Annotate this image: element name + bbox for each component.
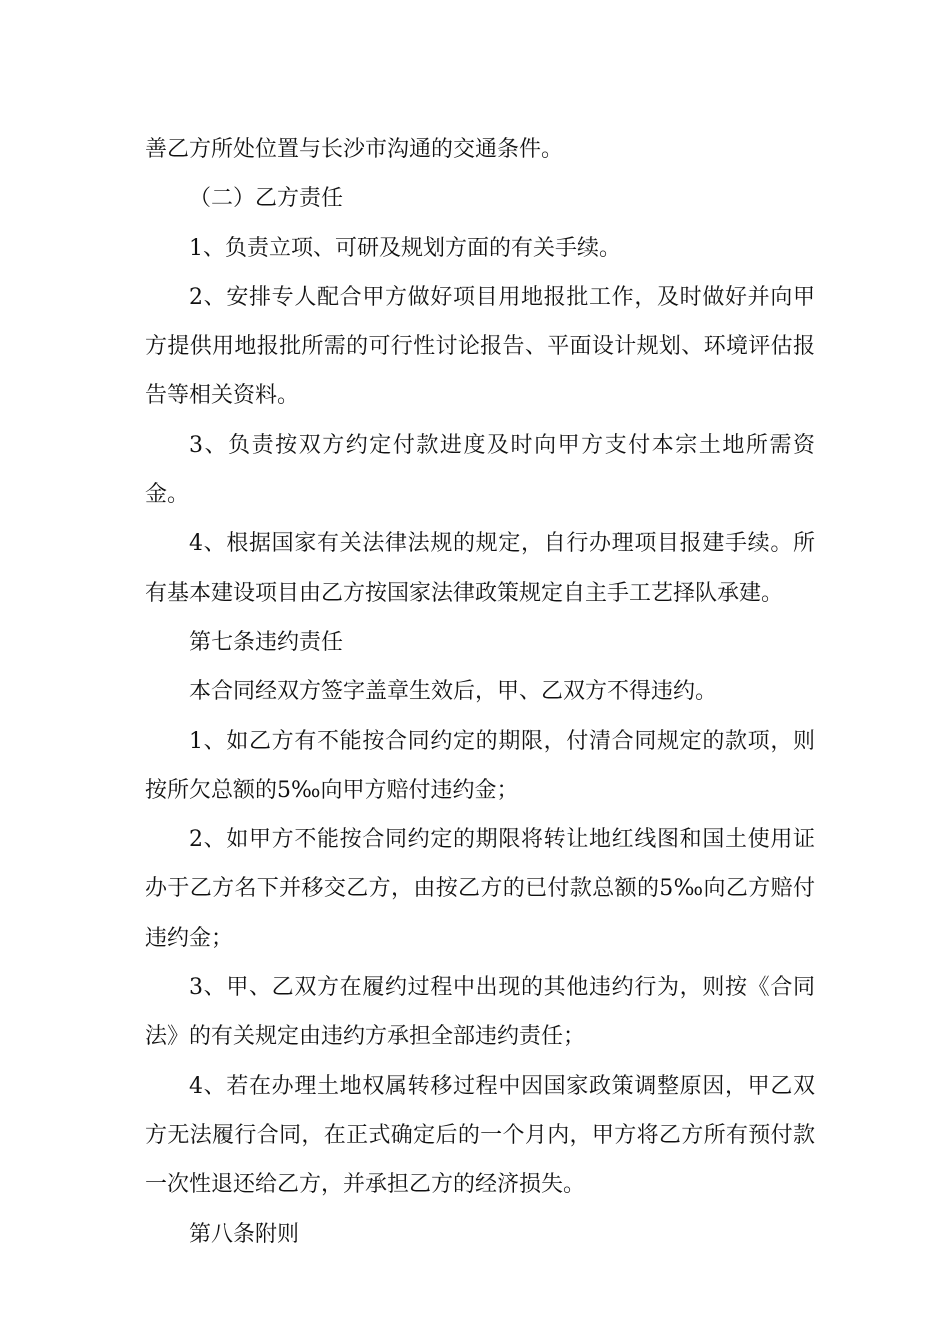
paragraph-breach-item-4: 4、若在办理土地权属转移过程中因国家政策调整原因，甲乙双方无法履行合同，在正式确定后的一个月内，甲方将乙方所有预付款一次性退还给乙方，并承担乙方的经济损失。: [145, 1073, 815, 1198]
article-heading-breach-liability: 第七条违约责任: [189, 629, 344, 655]
paragraph-item-1: 1、负责立项、可研及规划方面的有关手续。: [189, 235, 621, 261]
paragraph-breach-intro: 本合同经双方签字盖章生效后，甲、乙双方不得违约。: [189, 679, 718, 705]
section-heading-party-b-responsibilities: （二）乙方责任: [189, 186, 344, 212]
paragraph-item-4: 4、根据国家有关法律法规的规定，自行办理项目报建手续。所有基本建设项目由乙方按国家法律政策规定自主手工艺择队承建。: [145, 531, 815, 606]
paragraph-continuation: 善乙方所处位置与长沙市沟通的交通条件。: [145, 137, 564, 162]
paragraph-breach-item-2: 2、如甲方不能按合同约定的期限将转让地红线图和国土使用证办于乙方名下并移交乙方，由按乙方的已付款总额的5‰向乙方赔付违约金；: [145, 827, 815, 951]
article-heading-supplementary: 第八条附则: [189, 1221, 300, 1247]
document-body: [145, 125, 815, 1259]
paragraph-breach-item-1: 1、如乙方有不能按合同约定的期限，付清合同规定的款项，则按所欠总额的5‰向甲方赔付违约金；: [145, 728, 815, 803]
paragraph-breach-item-3: 3、甲、乙双方在履约过程中出现的其他违约行为，则按《合同法》的有关规定由违约方承担全部违约责任；: [145, 975, 815, 1050]
paragraph-item-2: 2、安排专人配合甲方做好项目用地报批工作，及时做好并向甲方提供用地报批所需的可行性讨论报告、平面设计规划、环境评估报告等相关资料。: [145, 284, 815, 409]
paragraph-item-3: 3、负责按双方约定付款进度及时向甲方支付本宗土地所需资金。: [145, 432, 815, 508]
